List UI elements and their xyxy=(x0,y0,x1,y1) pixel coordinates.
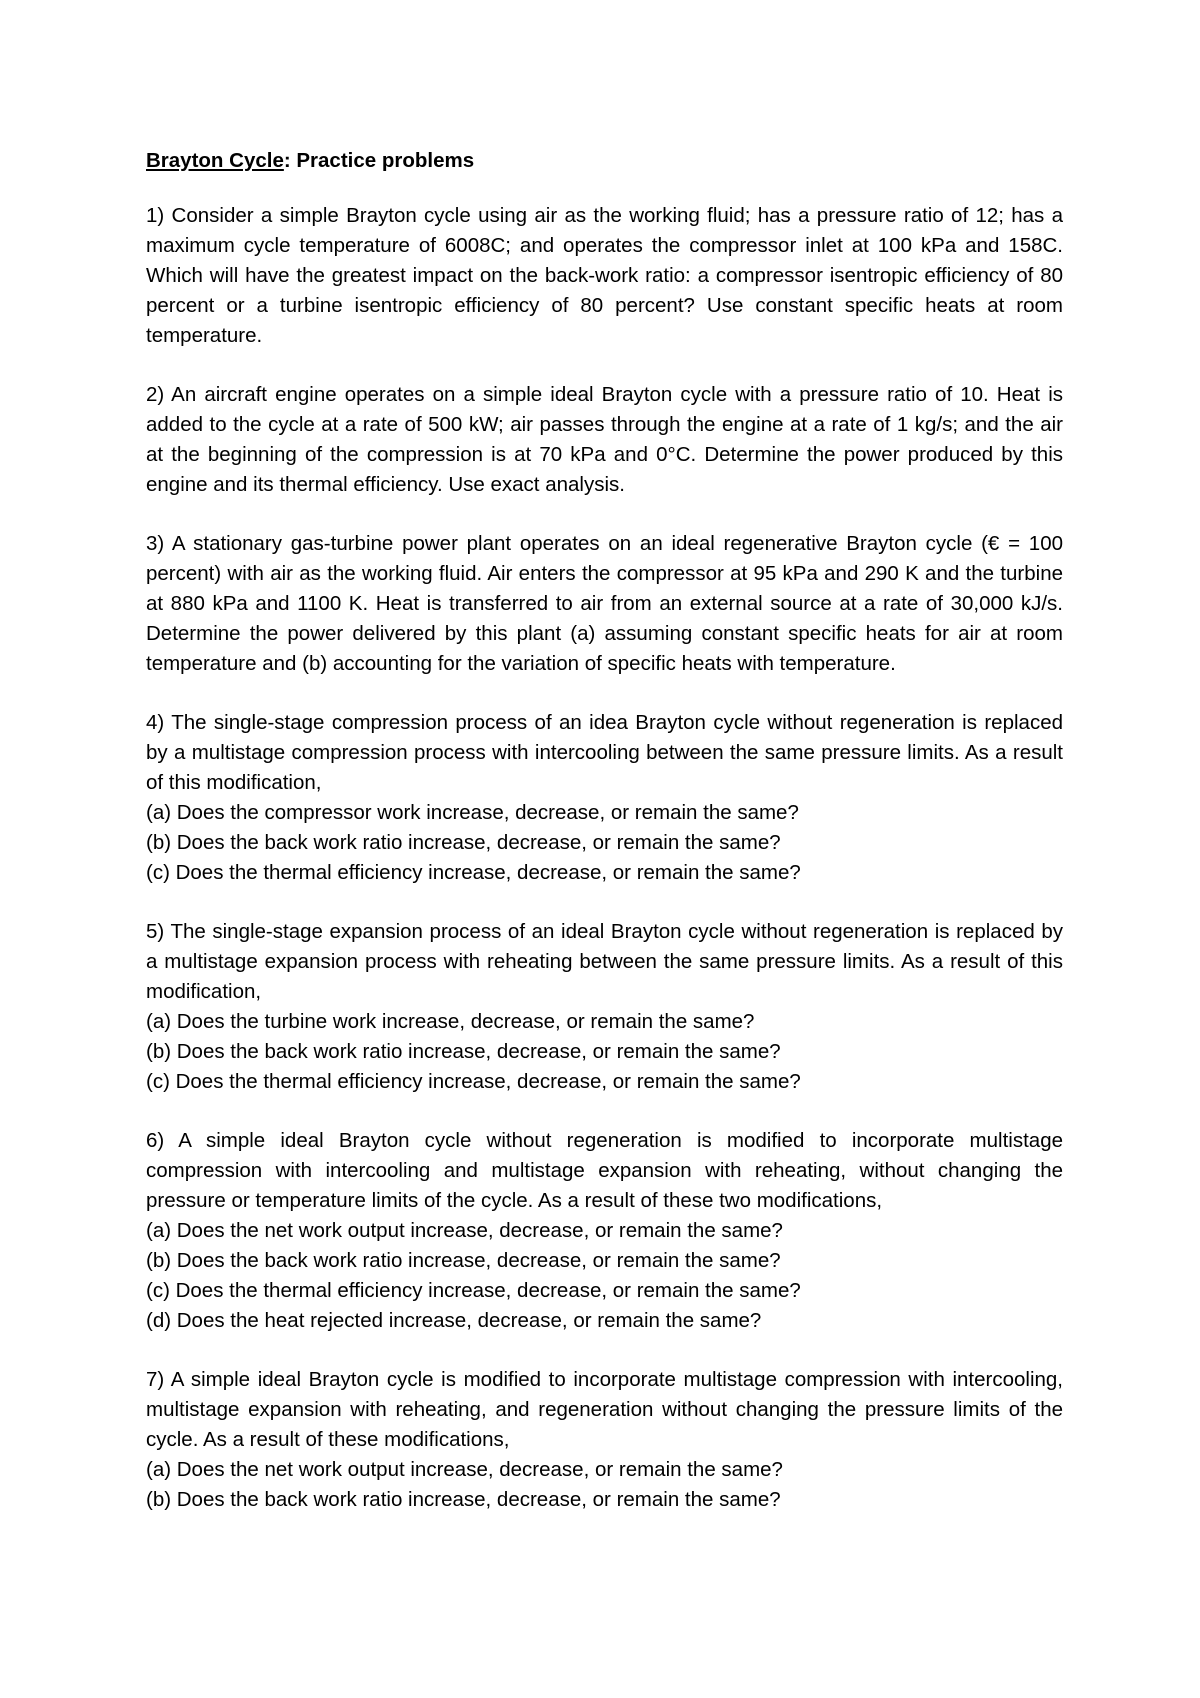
problem-1 xyxy=(146,201,1063,351)
problem-part: (a) Does the compressor work increase, decrease, or remain the same? xyxy=(146,801,799,824)
problem-stem: 7) A simple ideal Brayton cycle is modified to incorporate multistage compression with intercooling, multistage expansion with reheating, and regeneration without changing the pressure limits of the cycle. As a result of these modifications, xyxy=(146,1368,1063,1451)
problem-stem: 1) Consider a simple Brayton cycle using air as the working fluid; has a pressure ratio of 12; has a maximum cycle temperature of 6008C; and operates the compressor inlet at 100 kPa and 158C. Which will have the greatest impact on the back-work ratio: a compressor isentropic efficiency of 80 percent or a turbine isentropic efficiency of 80 percent? Use constant specific heats at room temperature. xyxy=(146,204,1063,347)
problem-part: (c) Does the thermal efficiency increase, decrease, or remain the same? xyxy=(146,861,801,884)
problem-3 xyxy=(146,529,1063,679)
problem-4 xyxy=(146,708,1063,888)
problem-part: (a) Does the turbine work increase, decrease, or remain the same? xyxy=(146,1010,755,1033)
problem-6 xyxy=(146,1126,1063,1336)
problem-part: (b) Does the back work ratio increase, decrease, or remain the same? xyxy=(146,831,781,854)
problem-2 xyxy=(146,380,1063,500)
title-underlined: Brayton Cycle xyxy=(146,149,284,172)
problem-part: (c) Does the thermal efficiency increase, decrease, or remain the same? xyxy=(146,1070,801,1093)
problem-part: (a) Does the net work output increase, decrease, or remain the same? xyxy=(146,1458,783,1481)
problem-stem: 3) A stationary gas-turbine power plant operates on an ideal regenerative Brayton cycle (€ = 100 percent) with air as the working fluid. Air enters the compressor at 95 kPa and 290 K and the turbine at 880 kPa and 1100 K. Heat is transferred to air from an external source at a rate of 30,000 kJ/s. Determine the power delivered by this plant (a) assuming constant specific heats for air at room temperature and (b) accounting for the variation of specific heats with temperature. xyxy=(146,532,1063,675)
problem-part: (a) Does the net work output increase, decrease, or remain the same? xyxy=(146,1219,783,1242)
title-suffix: : Practice problems xyxy=(283,149,475,172)
problem-7 xyxy=(146,1365,1063,1515)
problem-stem: 6) A simple ideal Brayton cycle without regeneration is modified to incorporate multistage compression with intercooling and multistage expansion with reheating, without changing the pressure or temperature limits of the cycle. As a result of these two modifications, xyxy=(146,1129,1063,1212)
problem-part: (b) Does the back work ratio increase, decrease, or remain the same? xyxy=(146,1249,781,1272)
document-title xyxy=(146,146,1063,176)
problem-part: (b) Does the back work ratio increase, decrease, or remain the same? xyxy=(146,1040,781,1063)
problem-stem: 2) An aircraft engine operates on a simple ideal Brayton cycle with a pressure ratio of 10. Heat is added to the cycle at a rate of 500 kW; air passes through the engine at a rate of 1 kg/s; and the air at the beginning of the compression is at 70 kPa and 0°C. Determine the power produced by this engine and its thermal efficiency. Use exact analysis. xyxy=(146,383,1063,496)
problem-part: (d) Does the heat rejected increase, decrease, or remain the same? xyxy=(146,1309,762,1332)
problem-5 xyxy=(146,917,1063,1097)
problem-part: (b) Does the back work ratio increase, decrease, or remain the same? xyxy=(146,1488,781,1511)
problem-part: (c) Does the thermal efficiency increase, decrease, or remain the same? xyxy=(146,1279,801,1302)
problem-stem: 4) The single-stage compression process of an idea Brayton cycle without regeneration is replaced by a multistage compression process with intercooling between the same pressure limits. As a result of this modification, xyxy=(146,711,1063,794)
document-page xyxy=(146,146,1063,1544)
problem-stem: 5) The single-stage expansion process of an ideal Brayton cycle without regeneration is replaced by a multistage expansion process with reheating between the same pressure limits. As a result of this modification, xyxy=(146,920,1063,1003)
